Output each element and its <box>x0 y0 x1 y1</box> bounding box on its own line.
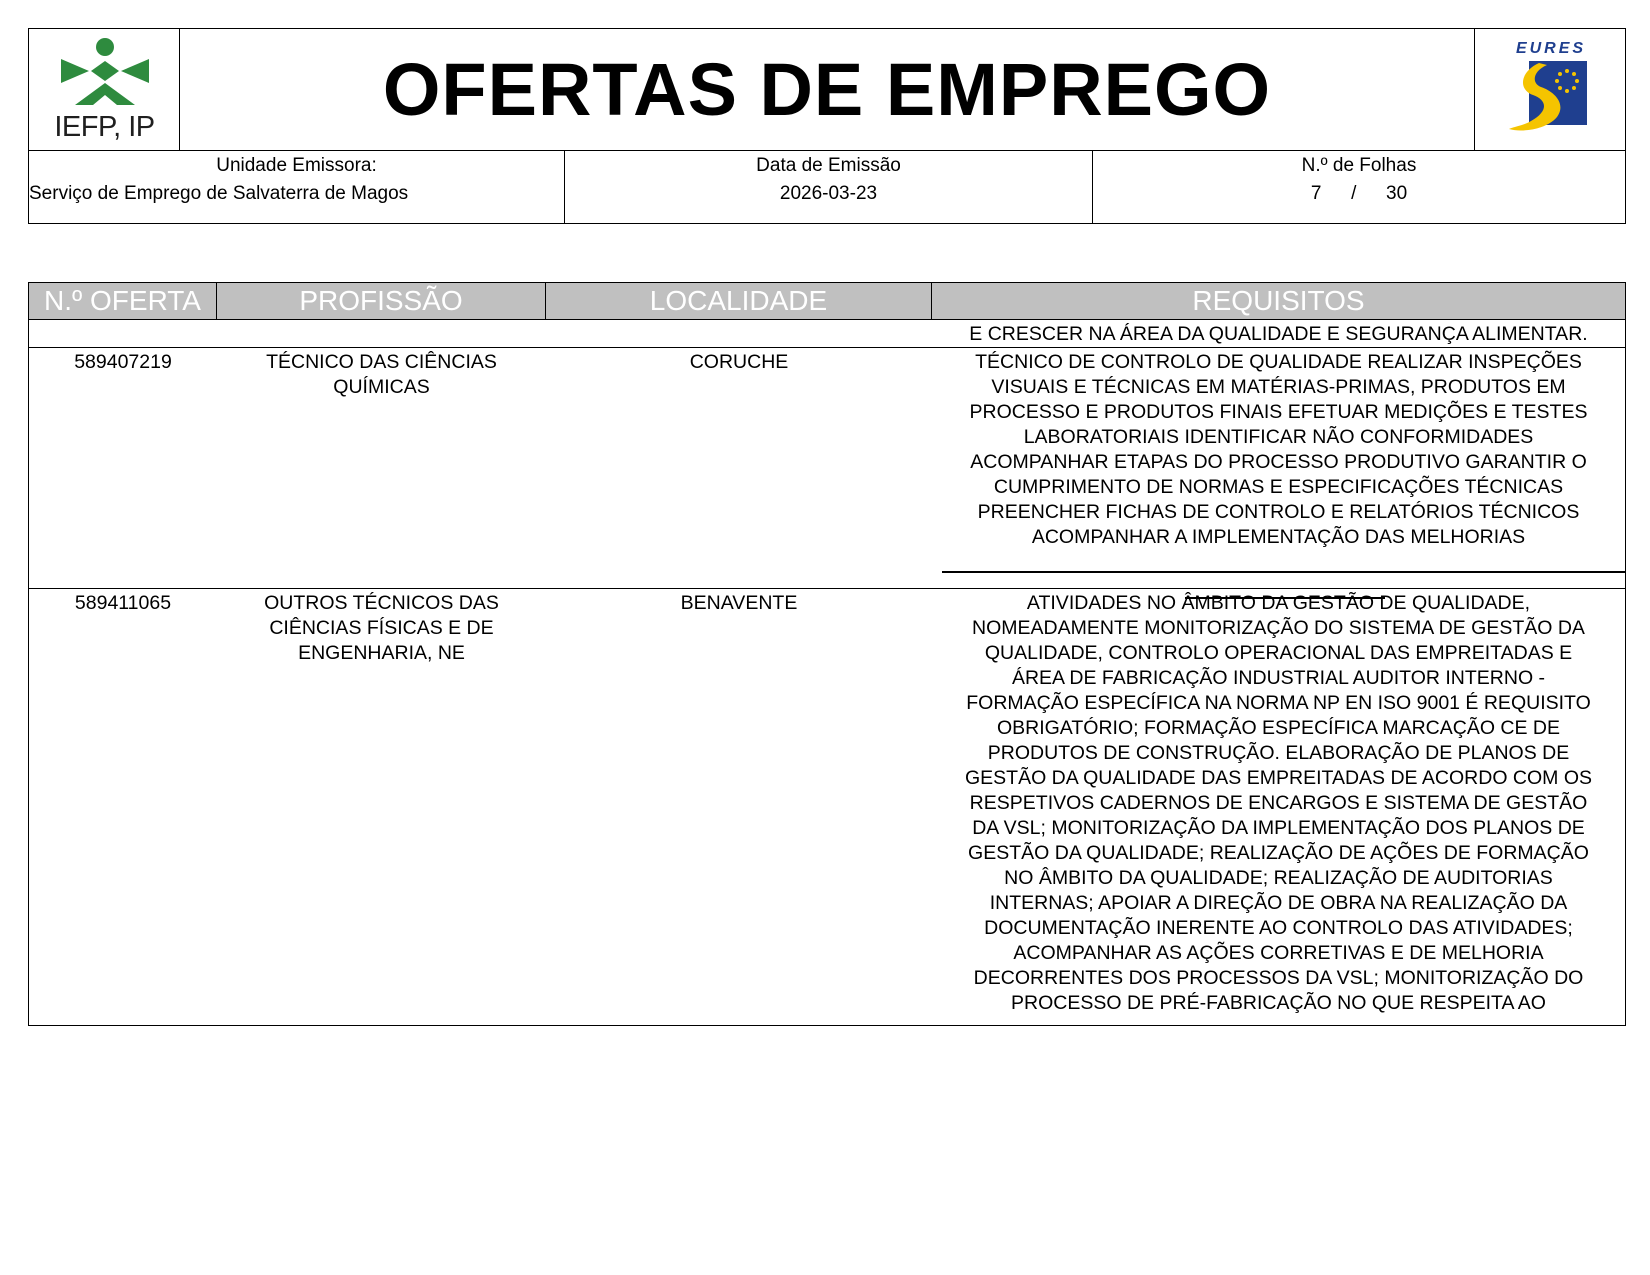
requisitos-line: NOMEADAMENTE MONITORIZAÇÃO DO SISTEMA DE GESTÃO DA <box>972 617 1585 639</box>
header-top <box>29 29 1625 151</box>
table-header <box>29 283 1625 320</box>
requisitos-line: PRODUTOS DE CONSTRUÇÃO. ELABORAÇÃO DE PLANOS DE <box>987 742 1570 764</box>
profissao-line: ENGENHARIA, NE <box>298 642 465 664</box>
unidade-emissora-label: Unidade Emissora: <box>216 155 377 176</box>
requisitos-line: NO ÂMBITO DA QUALIDADE; REALIZAÇÃO DE AUDITORIAS <box>1004 867 1553 889</box>
requisitos-cell <box>932 591 1625 1016</box>
requisitos-line: DOCUMENTAÇÃO INERENTE AO CONTROLO DAS ATIVIDADES; <box>984 917 1573 939</box>
folhas-current: 7 <box>1310 183 1322 204</box>
requisitos-line: TÉCNICO DE CONTROLO DE QUALIDADE REALIZAR INSPEÇÕES <box>975 351 1582 373</box>
requisitos-line: DECORRENTES DOS PROCESSOS DA VSL; MONITORIZAÇÃO DO <box>973 967 1584 989</box>
profissao-cell <box>217 591 546 666</box>
requisitos-line: QUALIDADE, CONTROLO OPERACIONAL DAS EMPREITADAS E <box>984 642 1573 664</box>
requisitos-line: DA VSL; MONITORIZAÇÃO DA IMPLEMENTAÇÃO DOS PLANOS DE <box>972 817 1585 839</box>
column-header-oferta: N.º OFERTA <box>29 283 217 319</box>
requisitos-line: GESTÃO DA QUALIDADE DAS EMPREITADAS DE ACORDO COM OS <box>964 767 1592 789</box>
unidade-emissora-value: Serviço de Emprego de Salvaterra de Magos <box>29 183 409 204</box>
requisitos-cell <box>932 350 1625 550</box>
separator-line <box>942 571 1625 573</box>
requisitos-line: ACOMPANHAR A IMPLEMENTAÇÃO DAS MELHORIAS <box>1031 526 1526 548</box>
data-emissao-label: Data de Emissão <box>756 155 901 176</box>
requisitos-line: E CRESCER NA ÁREA DA QUALIDADE E SEGURANÇA ALIMENTAR. <box>969 323 1588 345</box>
requisitos-line: RESPETIVOS CADERNOS DE ENCARGOS E SISTEMA DE GESTÃO <box>969 792 1588 814</box>
eures-logo-icon <box>1503 37 1599 137</box>
requisitos-line: INTERNAS; APOIAR A DIREÇÃO DE OBRA NA REALIZAÇÃO DA <box>989 892 1568 914</box>
profissao-cell <box>217 350 546 400</box>
requisitos-line: VISUAIS E TÉCNICAS EM MATÉRIAS-PRIMAS, PRODUTOS EM <box>991 376 1566 398</box>
iefp-logo-icon <box>55 35 155 109</box>
folhas-total: 30 <box>1386 183 1408 204</box>
requisitos-line: PROCESSO DE PRÉ-FABRICAÇÃO NO QUE RESPEITA AO <box>1011 992 1546 1014</box>
unidade-emissora-cell <box>29 151 565 223</box>
folhas-cell <box>1093 151 1625 223</box>
eures-logo <box>1474 29 1625 150</box>
requisitos-line: ÁREA DE FABRICAÇÃO INDUSTRIAL AUDITOR INTERNO - <box>1011 667 1546 689</box>
eures-logo-text: EURES <box>1515 40 1587 57</box>
requisitos-line: GESTÃO DA QUALIDADE; REALIZAÇÃO DE AÇÕES DE FORMAÇÃO <box>968 842 1589 864</box>
requisitos-line: OBRIGATÓRIO; FORMAÇÃO ESPECÍFICA MARCAÇÃO CE DE <box>996 717 1561 739</box>
offers-table <box>28 282 1626 1026</box>
oferta-cell: 589407219 <box>74 351 172 373</box>
folhas-separator: / <box>1351 183 1357 204</box>
folhas-value <box>1093 183 1625 205</box>
profissao-line: TÉCNICO DAS CIÊNCIAS <box>266 351 497 373</box>
document-header <box>28 28 1626 224</box>
iefp-logo-text: IEFP, IP <box>54 111 155 143</box>
profissao-line: QUÍMICAS <box>333 376 430 398</box>
table-row-continuation <box>29 320 1625 348</box>
data-emissao-cell <box>565 151 1093 223</box>
oferta-cell: 589411065 <box>74 592 172 614</box>
localidade-cell: BENAVENTE <box>680 592 798 614</box>
table-row <box>29 348 1625 589</box>
table-row <box>29 589 1625 1025</box>
column-header-profissao: PROFISSÃO <box>217 283 546 319</box>
requisitos-line: LABORATORIAIS IDENTIFICAR NÃO CONFORMIDADES <box>1023 426 1534 448</box>
folhas-label: N.º de Folhas <box>1301 155 1417 176</box>
column-header-requisitos: REQUISITOS <box>1192 285 1365 316</box>
iefp-logo <box>29 29 180 150</box>
data-emissao-value: 2026-03-23 <box>779 183 878 204</box>
requisitos-cell <box>932 322 1625 347</box>
profissao-line: OUTROS TÉCNICOS DAS <box>264 592 499 614</box>
localidade-cell: CORUCHE <box>689 351 789 373</box>
requisitos-line: PROCESSO E PRODUTOS FINAIS EFETUAR MEDIÇÕES E TESTES <box>969 401 1588 423</box>
page-title: OFERTAS DE EMPREGO <box>382 48 1272 131</box>
column-header-localidade: LOCALIDADE <box>546 283 932 319</box>
profissao-line: CIÊNCIAS FÍSICAS E DE <box>269 617 494 639</box>
requisitos-line: ACOMPANHAR ETAPAS DO PROCESSO PRODUTIVO GARANTIR O <box>970 451 1587 473</box>
requisitos-line: PREENCHER FICHAS DE CONTROLO E RELATÓRIOS TÉCNICOS <box>977 501 1580 523</box>
requisitos-line: ATIVIDADES NO ÂMBITO DA GESTÃO DE QUALIDADE, <box>1026 592 1531 614</box>
header-info <box>29 151 1625 223</box>
requisitos-line: CUMPRIMENTO DE NORMAS E ESPECIFICAÇÕES TÉCNICAS <box>993 476 1564 498</box>
requisitos-line: FORMAÇÃO ESPECÍFICA NA NORMA NP EN ISO 9001 É REQUISITO <box>966 692 1591 714</box>
requisitos-line: ACOMPANHAR AS AÇÕES CORRETIVAS E DE MELHORIA <box>1013 942 1544 964</box>
